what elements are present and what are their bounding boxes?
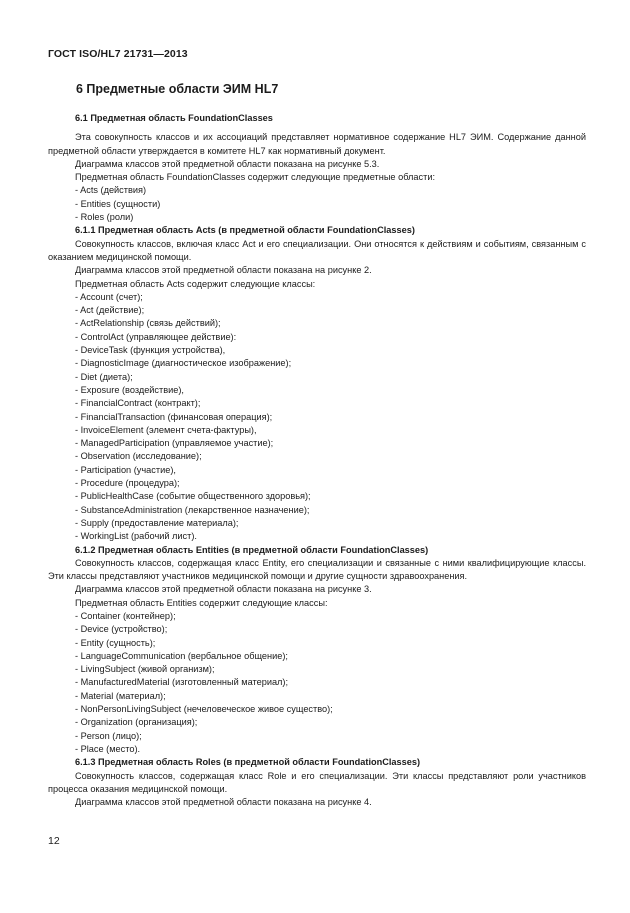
list-item: - Procedure (процедура); [75,478,180,489]
list-item: - Exposure (воздействие), [75,384,184,395]
list-item: - ManufacturedMaterial (изготовленный материал); [75,677,289,688]
subsection-6-1-title: 6.1 Предметная область FoundationClasses [75,113,273,123]
paragraph: Диаграмма классов этой предметной области показана на рисунке 3. [75,584,372,595]
paragraph: Совокупность классов, содержащая класс Role и его специализации. Эти классы представляют роли участников процесса оказания медицинской помощи. [48,770,586,794]
list-item: - SubstanceAdministration (лекарственное назначение); [75,504,310,515]
paragraph: Диаграмма классов этой предметной области показана на рисунке 2. [75,265,372,276]
list-item: - Participation (участие), [75,464,176,475]
document-body [48,112,586,809]
list-item: - LanguageCommunication (вербальное общение); [75,650,288,661]
subsection-6-1-2-title: 6.1.2 Предметная область Entities (в предметной области FoundationClasses) [75,544,429,555]
list-item: - Device (устройство); [75,624,168,635]
list-item: - FinancialContract (контракт); [75,398,201,409]
list-item: - Account (счет); [75,291,143,302]
list-item: - Place (место). [75,743,141,754]
subsection-6-1-3-title: 6.1.3 Предметная область Roles (в предметной области FoundationClasses) [75,757,421,768]
list-item: - Diet (диета); [75,371,133,382]
list-item: - Roles (роли) [75,212,134,223]
list-item: - Supply (предоставление материала); [75,517,239,528]
section-title: 6 Предметные области ЭИМ HL7 [76,82,279,96]
list-item: - DeviceTask (функция устройства), [75,345,226,356]
paragraph: Совокупность классов, включая класс Act и его специализации. Они относятся к действиям и событиям, связанным с оказанием медицинской помощи. [48,238,586,262]
list-item: - Observation (исследование); [75,451,202,462]
list-item: - Organization (организация); [75,717,198,728]
list-item: - ManagedParticipation (управляемое участие); [75,438,274,449]
paragraph: Предметная область Acts содержит следующие классы: [75,278,316,289]
list-item: - Entity (сущность); [75,637,156,648]
list-item: - Act (действие); [75,305,145,316]
list-item: - InvoiceElement (элемент счета-фактуры), [75,424,257,435]
list-item: - LivingSubject (живой организм); [75,664,215,675]
list-item: - DiagnosticImage (диагностическое изображение); [75,358,292,369]
paragraph: Диаграмма классов этой предметной области показана на рисунке 4. [75,797,372,808]
subsection-6-1-1-title: 6.1.1 Предметная область Acts (в предметной области FoundationClasses) [75,225,415,236]
paragraph: Предметная область Entities содержит следующие классы: [75,597,328,608]
list-item: - NonPersonLivingSubject (нечеловеческое живое существо); [75,704,333,715]
page-number: 12 [48,835,60,847]
paragraph: Эта совокупность классов и их ассоциаций представляет нормативное содержание HL7 ЭИМ. Содержание данной предметной области утверждается в комитете HL7 как нормативный документ. [48,132,586,156]
list-item: - Entities (сущности) [75,198,161,209]
paragraph: Диаграмма классов этой предметной области показана на рисунке 5.3. [75,158,380,169]
list-item: - PublicHealthCase (событие общественного здоровья); [75,491,311,502]
list-item: - Container (контейнер); [75,610,176,621]
list-item: - Person (лицо); [75,730,142,741]
paragraph: Совокупность классов, содержащая класс Entity, его специализации и связанные с ними квалифицирующие классы. Эти классы представляют участников медицинской помощи и другие сущности здравоохранения. [48,557,586,582]
standard-header: ГОСТ ISO/HL7 21731—2013 [48,48,188,60]
list-item: - Acts (действия) [75,185,147,196]
list-item: - FinancialTransaction (финансовая операция); [75,411,273,422]
list-item: - WorkingList (рабочий лист). [75,531,197,542]
list-item: - Material (материал); [75,690,166,701]
list-item: - ActRelationship (связь действий); [75,318,221,329]
list-item: - ControlAct (управляющее действие): [75,331,237,342]
paragraph: Предметная область FoundationClasses содержит следующие предметные области: [75,172,436,183]
